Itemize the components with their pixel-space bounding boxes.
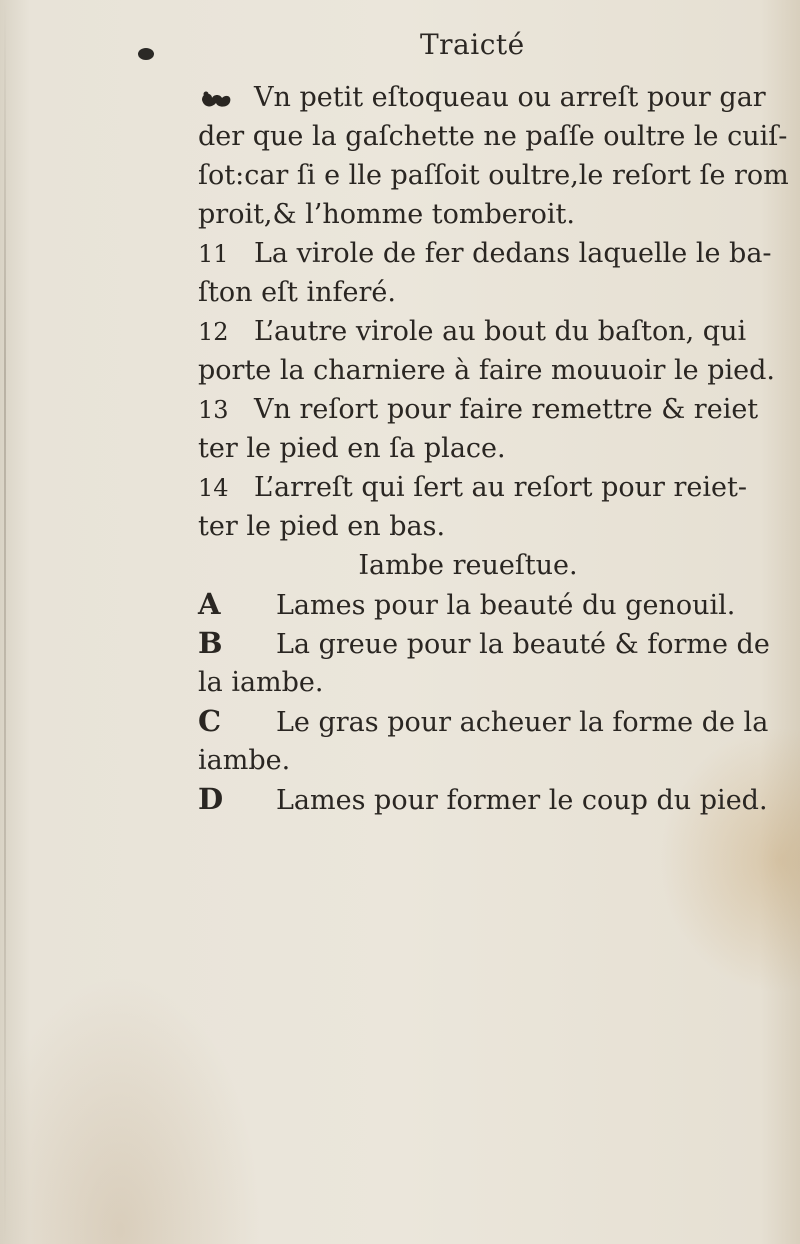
entry-text: L’autre virole au bout du baſton, qui	[254, 316, 747, 347]
lettered-line: la iambe.	[198, 667, 324, 698]
entry-line: ſton eſt inferé.	[198, 277, 396, 308]
entry-letter: D	[198, 782, 224, 816]
entry-line	[198, 390, 759, 429]
entry-line: der que la gaſchette ne paſſe oultre le cuiſ-	[198, 121, 788, 152]
entry-text: Vn petit eſtoqueau ou arreſt pour gar	[254, 82, 766, 113]
entry-text: Lames pour former le coup du pied.	[276, 785, 768, 816]
entry-text: Le gras pour acheuer la forme de la	[276, 707, 769, 738]
entry-line: ter le pied en ſa place.	[198, 433, 506, 464]
fleuron-icon	[198, 79, 254, 118]
entry-line	[198, 234, 772, 273]
entry-text: La greue pour la beauté & forme de	[276, 629, 770, 660]
entry-number: 12	[198, 318, 229, 346]
entry-letter: B	[198, 626, 223, 660]
entry-text: L’arreſt qui ſert au reſort pour reiet-	[254, 472, 747, 503]
section-heading: Iambe reueſtue.	[358, 550, 578, 581]
entry-number: 11	[198, 240, 229, 268]
lettered-line	[198, 585, 738, 624]
page-gutter	[4, 0, 6, 1244]
entry-line: ter le pied en bas.	[198, 511, 446, 542]
entry-text: La virole de fer dedans laquelle le ba-	[254, 238, 772, 269]
entry-number: 14	[198, 474, 229, 502]
text-block	[198, 78, 789, 819]
entry-line: porte la charniere à faire mouuoir le pied.	[198, 355, 776, 386]
running-head: Traicté	[420, 28, 525, 61]
entry-line	[198, 468, 747, 507]
entry-line	[198, 312, 747, 351]
entry-line: proit,& l’homme tomberoit.	[198, 199, 575, 230]
entry-line: ſot:car ſi e lle paſſoit oultre,le reſort ſe rom	[198, 160, 789, 191]
entry-letter: C	[198, 704, 222, 738]
entry-text: Vn reſort pour faire remettre & reiet	[254, 394, 759, 425]
entry-letter: A	[198, 587, 221, 621]
lettered-line	[198, 780, 768, 819]
entry-number: 13	[198, 396, 229, 424]
lettered-line	[198, 702, 769, 741]
ink-blot	[138, 48, 154, 60]
lettered-line: iambe.	[198, 745, 291, 776]
entry-text: Lames pour la beauté du genouil.	[276, 590, 736, 621]
lettered-line	[198, 624, 770, 663]
entry-line	[198, 78, 766, 117]
